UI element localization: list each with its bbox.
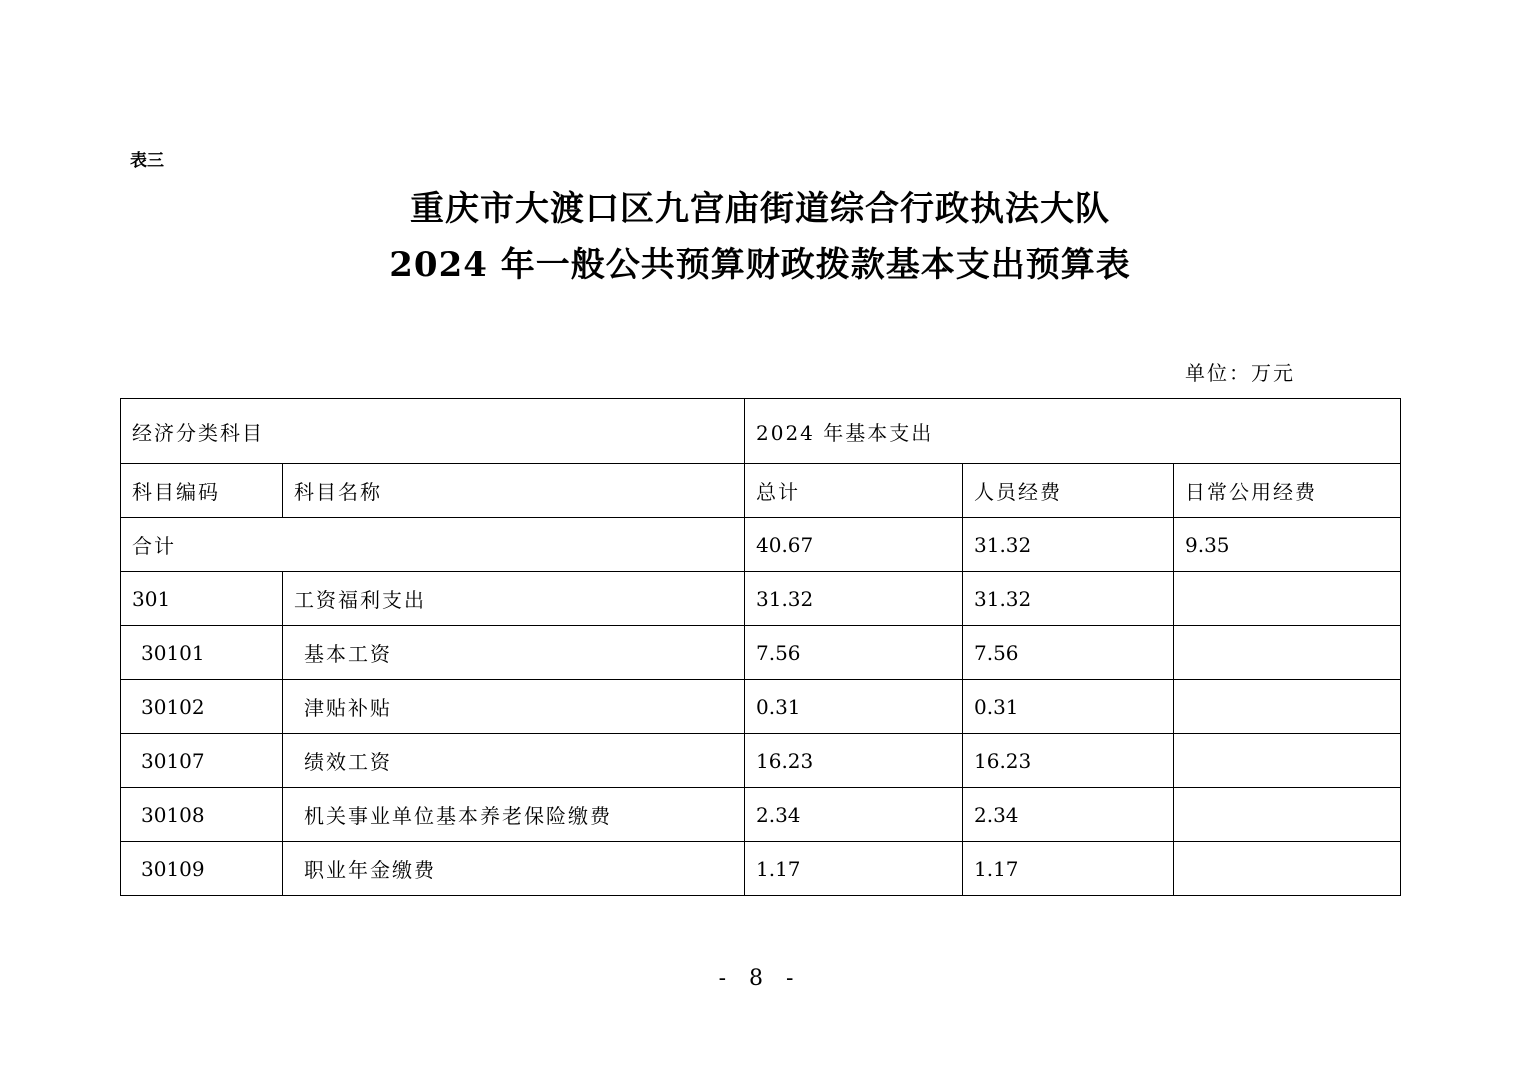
col-header-public: 日常公用经费 xyxy=(1174,464,1401,518)
row-code: 301 xyxy=(121,572,283,626)
group-header-row xyxy=(121,399,1401,464)
row-code: 30108 xyxy=(121,788,283,842)
total-row xyxy=(121,518,1401,572)
table-row xyxy=(121,734,1401,788)
header-economic-category: 经济分类科目 xyxy=(121,399,745,464)
row-code: 30101 xyxy=(121,626,283,680)
row-total: 1.17 xyxy=(745,842,963,896)
row-total: 31.32 xyxy=(745,572,963,626)
page-number: - 8 - xyxy=(718,966,802,991)
row-name: 津贴补贴 xyxy=(283,680,745,734)
col-header-name: 科目名称 xyxy=(283,464,745,518)
row-personnel: 16.23 xyxy=(963,734,1174,788)
table-row xyxy=(121,626,1401,680)
document-title-line2: 2024 年一般公共预算财政拨款基本支出预算表 xyxy=(389,245,1131,285)
col-header-personnel: 人员经费 xyxy=(963,464,1174,518)
col-header-total: 总计 xyxy=(745,464,963,518)
row-personnel: 0.31 xyxy=(963,680,1174,734)
row-code: 30107 xyxy=(121,734,283,788)
table-label: 表三 xyxy=(130,151,164,171)
table-row xyxy=(121,842,1401,896)
row-public xyxy=(1174,680,1401,734)
row-public xyxy=(1174,842,1401,896)
budget-table xyxy=(120,398,1401,896)
row-name: 工资福利支出 xyxy=(283,572,745,626)
total-label: 合计 xyxy=(121,518,745,572)
row-public xyxy=(1174,734,1401,788)
row-total: 7.56 xyxy=(745,626,963,680)
row-total: 2.34 xyxy=(745,788,963,842)
col-header-code: 科目编码 xyxy=(121,464,283,518)
row-public xyxy=(1174,572,1401,626)
total-personnel: 31.32 xyxy=(963,518,1174,572)
row-name: 绩效工资 xyxy=(283,734,745,788)
table-row xyxy=(121,572,1401,626)
row-personnel: 7.56 xyxy=(963,626,1174,680)
row-personnel: 2.34 xyxy=(963,788,1174,842)
row-public xyxy=(1174,626,1401,680)
row-name: 机关事业单位基本养老保险缴费 xyxy=(283,788,745,842)
row-code: 30102 xyxy=(121,680,283,734)
row-personnel: 31.32 xyxy=(963,572,1174,626)
row-total: 0.31 xyxy=(745,680,963,734)
table-row xyxy=(121,788,1401,842)
row-total: 16.23 xyxy=(745,734,963,788)
row-name: 职业年金缴费 xyxy=(283,842,745,896)
row-personnel: 1.17 xyxy=(963,842,1174,896)
header-basic-expenditure-2024: 2024 年基本支出 xyxy=(745,399,1401,464)
document-title-line1: 重庆市大渡口区九宫庙街道综合行政执法大队 xyxy=(410,189,1110,229)
total-total: 40.67 xyxy=(745,518,963,572)
column-header-row xyxy=(121,464,1401,518)
table-row xyxy=(121,680,1401,734)
row-code: 30109 xyxy=(121,842,283,896)
unit-label: 单位：万元 xyxy=(1185,361,1295,385)
row-name: 基本工资 xyxy=(283,626,745,680)
total-public: 9.35 xyxy=(1174,518,1401,572)
row-public xyxy=(1174,788,1401,842)
